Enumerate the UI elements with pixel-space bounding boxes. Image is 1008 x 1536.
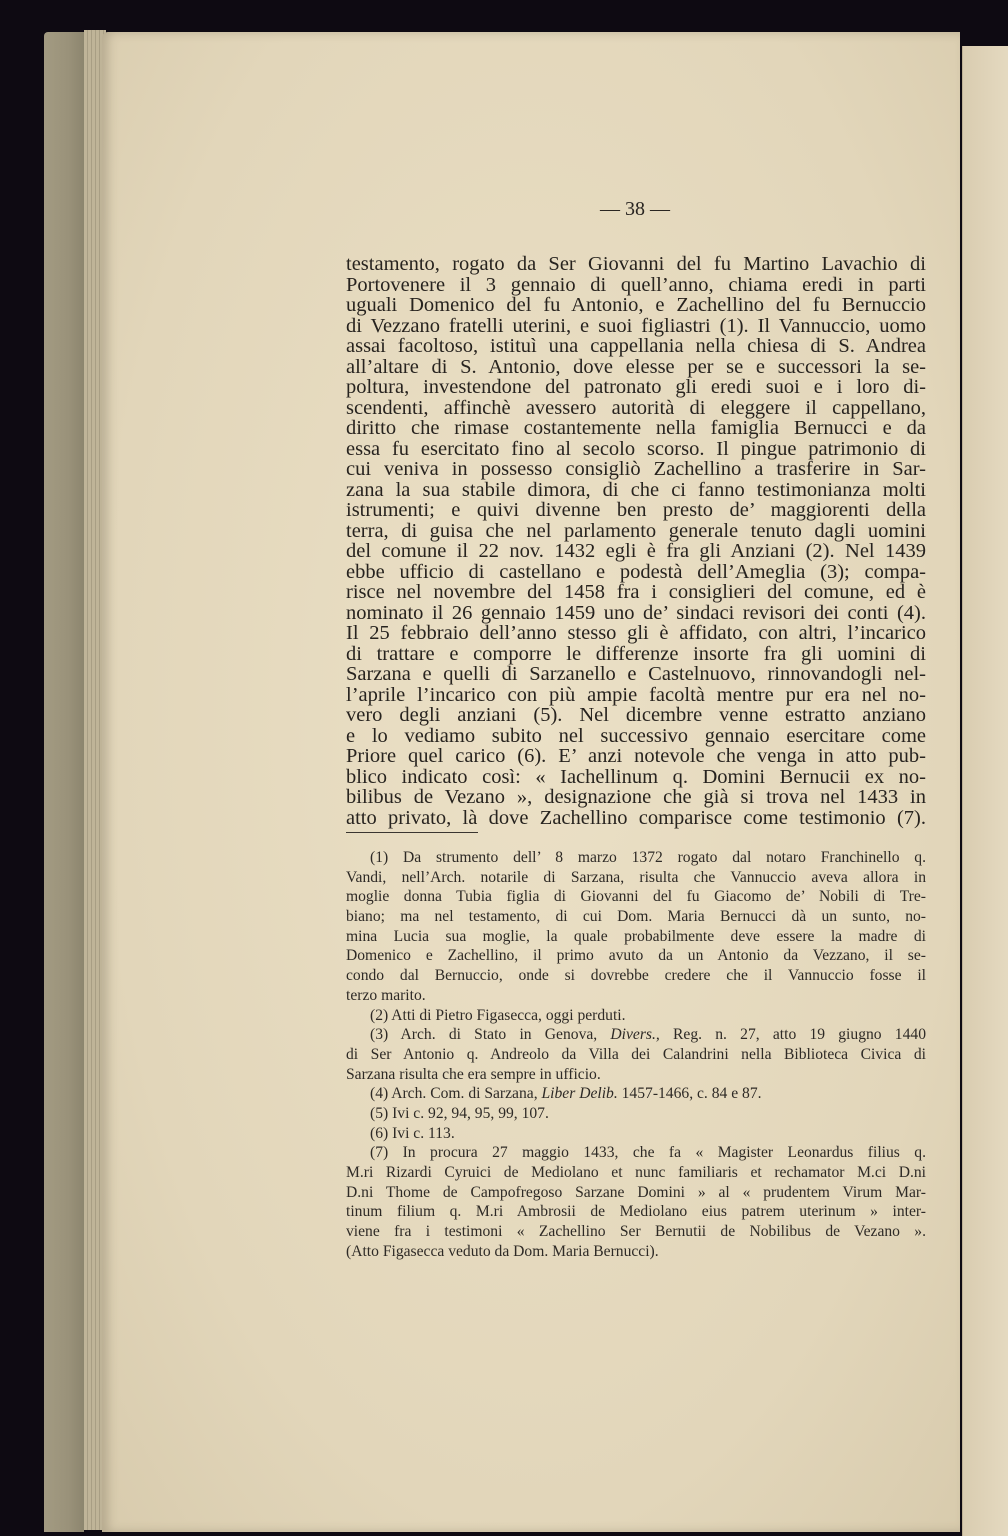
- footnote-text: M.ri Rizardi Cyruici de Mediolano et nunc familiaris et rechamator M.ci D.ni: [346, 1164, 926, 1181]
- footnote-line: [346, 1065, 926, 1085]
- body-line: nominato il 26 gennaio 1459 uno de’ sindaci revisori dei conti (4).: [346, 601, 926, 624]
- footnote-italic-text: Divers.,: [610, 1026, 660, 1044]
- body-text: [346, 254, 926, 828]
- body-line: risce nel novembre del 1458 fra i consiglieri del comune, ed è: [346, 581, 926, 603]
- footnote-text: viene fra i testimoni « Zachellino Ser Bernutii de Nobilibus de Vezano ».: [346, 1223, 926, 1241]
- footnote-italic-text: Liber Delib.: [541, 1085, 618, 1103]
- body-line: di trattare e comporre le differenze insorte fra gli uomini di: [346, 642, 926, 665]
- footnote-line: [346, 1143, 926, 1163]
- footnotes: [346, 848, 926, 1261]
- footnote-text: condo dal Bernuccio, onde si dovrebbe credere che il Vannuccio fosse il: [346, 967, 926, 985]
- footnote-line: [346, 1045, 926, 1065]
- footnote-text: Reg. n. 27, atto 19 giugno 1440: [659, 1026, 926, 1044]
- body-line: Sarzana e quelli di Sarzanello e Castelnuovo, rinnovandogli nel-: [346, 663, 926, 685]
- footnote-text: (3) Arch. di Stato in Genova,: [370, 1026, 611, 1044]
- body-line: uguali Domenico del fu Antonio, e Zachellino del fu Bernuccio: [346, 294, 926, 316]
- page-number: — 38 —: [600, 198, 670, 220]
- footnote-line: [346, 1104, 926, 1124]
- body-line: diritto che rimase costantemente nella famiglia Bernucci e da: [346, 417, 926, 439]
- body-line: terra, di guisa che nel parlamento generale tenuto dagli uomini: [346, 519, 926, 542]
- footnote-line: [346, 986, 926, 1006]
- footnote-line: [346, 868, 926, 888]
- body-line: blico indicato così: « Iachellinum q. Domini Bernucii ex no-: [346, 765, 926, 788]
- body-line: bilibus de Vezano », designazione che già si trova nel 1433 in: [346, 786, 926, 808]
- body-line: vero degli anziani (5). Nel dicembre venne estratto anziano: [346, 704, 926, 726]
- footnote-line: [346, 1183, 926, 1203]
- footnote-line: [346, 887, 926, 907]
- footnote-text: tinum filium q. M.ri Ambrosii de Mediolano eius patrem uterinum » inter-: [346, 1203, 926, 1221]
- footnote-line: [346, 1202, 926, 1222]
- footnote-line: [346, 1242, 926, 1262]
- body-line: Portovenere il 3 gennaio di quell’anno, chiama eredi in parti: [346, 273, 926, 296]
- footnote-text: di Ser Antonio q. Andreolo da Villa dei Calandrini nella Biblioteca Civica di: [346, 1045, 926, 1063]
- footnote-text: Sarzana risulta che era sempre in ufficio.: [346, 1065, 601, 1083]
- footnote-text: (5) Ivi c. 92, 94, 95, 99, 107.: [370, 1104, 549, 1122]
- footnote-text: (7) In procura 27 maggio 1433, che fa « Magister Leonardus filius q.: [370, 1144, 926, 1162]
- body-line: Il 25 febbraio dell’anno stesso gli è affidato, con altri, l’incarico: [346, 622, 926, 644]
- footnote-line: [346, 1222, 926, 1242]
- footnote-line: [346, 966, 926, 986]
- body-line: di Vezzano fratelli uterini, e suoi figliastri (1). Il Vannuccio, uomo: [346, 314, 926, 337]
- footnote-text: (1) Da strumento dell’ 8 marzo 1372 rogato dal notaro Franchinello q.: [370, 849, 926, 866]
- footnote-text: mina Lucia sua moglie, la quale probabilmente deve essere la madre di: [346, 927, 926, 945]
- footnote-line: [346, 1025, 926, 1045]
- footnote-line: [346, 1163, 926, 1183]
- footnote-text: (2) Atti di Pietro Figasecca, oggi perduti.: [370, 1006, 626, 1024]
- body-line: poltura, investendone del patronato gli eredi suoi e i loro di-: [346, 376, 926, 398]
- footnote-text: Vandi, nell’Arch. notarile di Sarzana, risulta che Vannuccio aveva allora in: [346, 868, 926, 886]
- body-line: cui veniva in possesso consigliò Zachellino a trasferire in Sar-: [346, 458, 926, 480]
- footnote-line: [346, 1124, 926, 1144]
- footnote-line: [346, 927, 926, 947]
- body-line: l’aprile l’incarico con più ampie facoltà mentre pur era nel no-: [346, 683, 926, 706]
- footnote-line: [346, 1006, 926, 1026]
- body-line: scendenti, affinchè avessero autorità di eleggere il cappellano,: [346, 396, 926, 419]
- footnote-text: D.ni Thome de Campofregoso Sarzane Domini » al « prudentem Virum Mar-: [346, 1183, 926, 1201]
- footnote-line: [346, 907, 926, 927]
- body-line: all’altare di S. Antonio, dove elesse per se e successori la se-: [346, 355, 926, 378]
- body-line: assai facoltoso, istituì una cappellania nella chiesa di S. Andrea: [346, 335, 926, 357]
- body-line: essa fu esercitato fino al secolo scorso. Il pingue patrimonio di: [346, 437, 926, 460]
- footnote-text: terzo marito.: [346, 986, 426, 1004]
- book-spine: [44, 32, 84, 1532]
- body-line: istrumenti; e quivi divenne ben presto de’ maggiorenti della: [346, 499, 926, 521]
- body-line: zana la sua stabile dimora, di che ci fanno testimonianza molti: [346, 478, 926, 501]
- body-line: Priore quel carico (6). E’ anzi notevole che venga in atto pub-: [346, 745, 926, 767]
- footnote-text: 1457-1466, c. 84 e 87.: [617, 1085, 762, 1103]
- footnote-text: (Atto Figasecca veduto da Dom. Maria Bernucci).: [346, 1242, 659, 1260]
- footnote-text: Domenico e Zachellino, il primo avuto da un Antonio da Vezzano, il se-: [346, 947, 926, 965]
- next-page-edge: [962, 46, 1008, 1536]
- footnote-line: [346, 848, 926, 868]
- footnote-text: (4) Arch. Com. di Sarzana,: [370, 1085, 542, 1103]
- footnote-text: moglie donna Tubia figlia di Giovanni del fu Giacomo de’ Nobili di Tre-: [346, 888, 926, 906]
- footnote-text: biano; ma nel testamento, di cui Dom. Maria Bernucci dà un sunto, no-: [346, 908, 926, 926]
- body-line: e lo vediamo subito nel successivo gennaio esercitare come: [346, 724, 926, 747]
- body-line: testamento, rogato da Ser Giovanni del fu Martino Lavachio di: [346, 253, 926, 275]
- footnote-line: [346, 1084, 926, 1104]
- body-line: atto privato, là dove Zachellino comparisce come testimonio (7).: [346, 806, 926, 829]
- footnote-separator: [346, 832, 478, 833]
- footnote-text: (6) Ivi c. 113.: [370, 1124, 455, 1142]
- body-line: del comune il 22 nov. 1432 egli è fra gli Anziani (2). Nel 1439: [346, 540, 926, 562]
- body-line: ebbe ufficio di castellano e podestà dell’Ameglia (3); compa-: [346, 560, 926, 583]
- footnote-line: [346, 946, 926, 966]
